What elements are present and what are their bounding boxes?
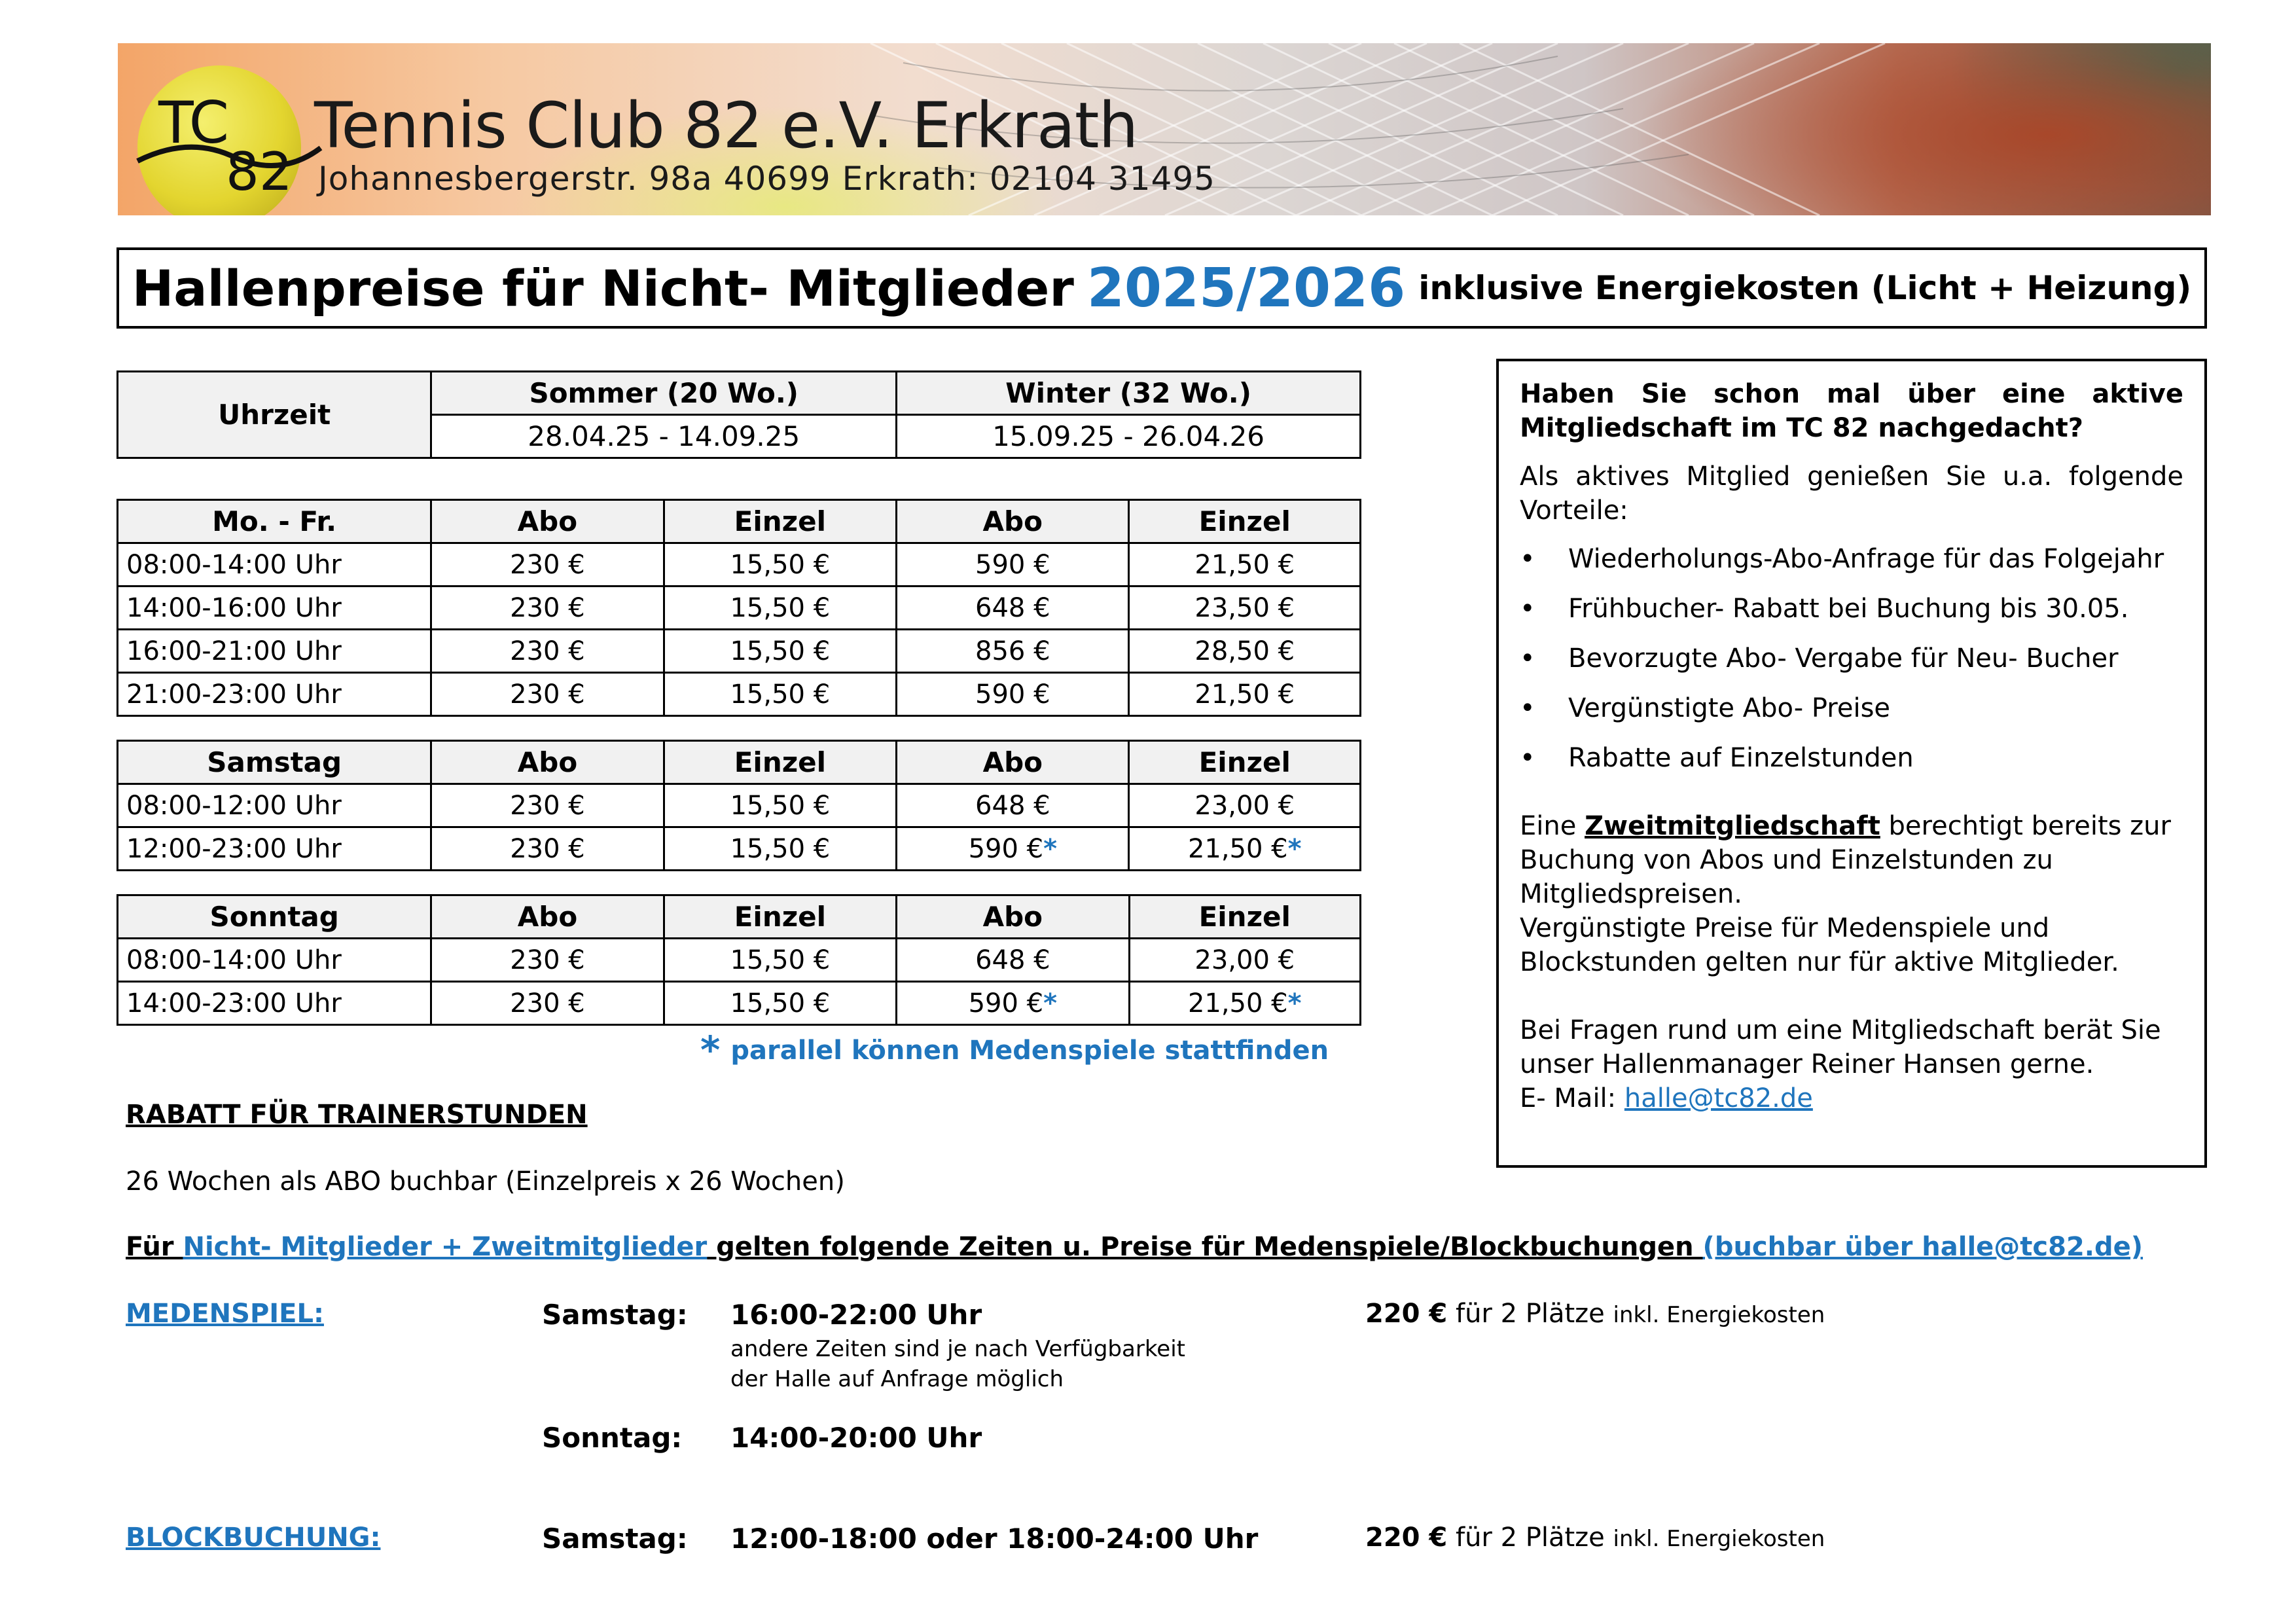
bullet-icon: • [1520,743,1535,773]
price-cell: 15,50 € [664,939,896,982]
price-cell: 21,50 € [1129,673,1361,716]
benefits-intro: Als aktives Mitglied genießen Sie u.a. folgende Vorteile: [1520,461,2183,526]
list-item [1520,641,2183,676]
price-cell: 230 € [431,982,664,1025]
col-header: Einzel [1129,500,1361,543]
price-cell: 230 € [431,630,664,673]
col-header: Einzel [664,500,897,543]
bullet-icon: • [1520,693,1535,723]
non-members-link[interactable]: Nicht- Mitglieder + Zweitmitglieder [183,1232,708,1262]
bullet-icon: • [1520,643,1535,674]
active-members-paragraph: Vergünstigte Preise für Medenspiele und Blockstunden gelten nur für aktive Mitglieder. [1520,913,2119,977]
second-membership-term: Zweitmitgliedschaft [1585,811,1880,841]
trainer-text: 26 Wochen als ABO buchbar (Einzelpreis x 26 Wochen) [126,1166,845,1197]
star-footnote [700,1028,1329,1072]
benefit-text: Frühbucher- Rabatt bei Buchung bis 30.05. [1568,594,2129,624]
day-label: Sonntag [118,895,431,939]
medenspiel-saturday-label: Samstag: [542,1299,688,1331]
page-title-box [117,247,2207,329]
benefit-text: Rabatte auf Einzelstunden [1568,743,1914,773]
table-row [118,827,1361,871]
col-header: Einzel [664,895,896,939]
winter-label: Winter (32 Wo.) [897,372,1361,415]
uhrzeit-label: Uhrzeit [118,372,431,458]
blockbuchung-label[interactable]: BLOCKBUCHUNG: [126,1523,381,1553]
star-marker: * [1043,988,1058,1019]
price-cell: 648 € [897,586,1129,630]
col-header: Abo [897,895,1129,939]
time-cell: 21:00-23:00 Uhr [118,673,431,716]
price-table-weekdays [117,499,1361,717]
header-banner [118,43,2211,215]
time-cell: 12:00-23:00 Uhr [118,827,431,871]
season-header-table [117,370,1361,459]
membership-question: Haben Sie schon mal über eine aktive Mitgliedschaft im TC 82 nachgedacht? [1520,379,2183,443]
summer-dates: 28.04.25 - 14.09.25 [431,415,897,458]
price-amount: 220 € [1365,1523,1448,1553]
time-cell: 08:00-14:00 Uhr [118,939,431,982]
price-cell: 856 € [897,630,1129,673]
star-marker: * [700,1028,721,1072]
price-note: inkl. Energiekosten [1613,1302,1825,1328]
price-cell: 230 € [431,784,664,827]
price-value: 21,50 € [1187,833,1288,864]
price-cell: 648 € [897,939,1129,982]
price-cell: 230 € [431,586,664,630]
trainer-heading: RABATT FÜR TRAINERSTUNDEN [126,1100,588,1130]
medenspiele-intro [126,1232,2143,1262]
winter-dates: 15.09.25 - 26.04.26 [897,415,1361,458]
time-cell: 14:00-16:00 Uhr [118,586,431,630]
medenspiel-saturday-time: 16:00-22:00 Uhr [730,1299,982,1331]
star-marker: * [1287,833,1302,864]
price-cell: 23,00 € [1129,784,1361,827]
price-amount: 220 € [1365,1299,1448,1329]
time-cell: 08:00-14:00 Uhr [118,543,431,586]
medenspiel-note-2: der Halle auf Anfrage möglich [730,1366,1064,1392]
table-row [118,784,1361,827]
price-cell: 15,50 € [664,982,896,1025]
price-cell-starred [1129,982,1361,1025]
price-text: für 2 Plätze [1447,1299,1613,1329]
blockbuchung-price [1365,1523,1825,1553]
price-value: 21,50 € [1187,988,1288,1019]
price-value: 590 € [968,988,1044,1019]
price-cell: 230 € [431,827,664,871]
price-cell: 230 € [431,673,664,716]
season-year: 2025/2026 [1086,257,1406,319]
col-header: Abo [897,500,1129,543]
star-note-text: parallel können Medenspiele stattfinden [730,1036,1329,1066]
bullet-icon: • [1520,544,1535,574]
time-cell: 16:00-21:00 Uhr [118,630,431,673]
contact-paragraph: Bei Fragen rund um eine Mitgliedschaft berät Sie unser Hallenmanager Reiner Hansen gerne. [1520,1015,2161,1079]
price-cell: 21,50 € [1129,543,1361,586]
price-cell: 15,50 € [664,630,897,673]
price-text: für 2 Plätze [1447,1523,1613,1553]
medenspiel-label[interactable]: MEDENSPIEL: [126,1299,324,1329]
price-cell: 23,00 € [1129,939,1361,982]
col-header: Abo [431,895,664,939]
logo-text-82: 82 [226,141,293,202]
blockbuchung-time: 12:00-18:00 oder 18:00-24:00 Uhr [730,1523,1259,1555]
day-label: Mo. - Fr. [118,500,431,543]
price-cell-starred [897,982,1129,1025]
price-cell-starred [897,827,1129,871]
blockbuchung-saturday-label: Samstag: [542,1523,688,1555]
text-segment: gelten folgende Zeiten u. Preise für Medenspiele/Blockbuchungen [707,1232,1703,1262]
price-value: 590 € [968,833,1044,864]
price-cell: 15,50 € [664,784,896,827]
club-address: Johannesbergerstr. 98a 40699 Erkrath: 02104 31495 [318,160,1215,198]
text-segment: Für [126,1232,183,1262]
price-cell: 230 € [431,939,664,982]
list-item [1520,542,2183,576]
text-segment: Eine [1520,811,1585,841]
email-link[interactable]: halle@tc82.de [1624,1083,1813,1113]
logo-text-tc: TC [158,89,228,156]
price-cell: 15,50 € [664,543,897,586]
medenspiel-note-1: andere Zeiten sind je nach Verfügbarkeit [730,1336,1185,1362]
medenspiel-sunday-label: Sonntag: [542,1422,683,1454]
email-label: E- Mail: [1520,1083,1624,1113]
price-cell: 15,50 € [664,586,897,630]
benefit-text: Vergünstigte Abo- Preise [1568,693,1891,723]
price-cell: 23,50 € [1129,586,1361,630]
booking-email-link[interactable]: (buchbar über halle@tc82.de) [1702,1232,2144,1262]
medenspiel-price [1365,1299,1825,1329]
col-header: Abo [431,741,664,784]
club-name: Tennis Club 82 e.V. Erkrath [314,89,1138,162]
price-note: inkl. Energiekosten [1613,1526,1825,1552]
title-subtitle: inklusive Energiekosten (Licht + Heizung) [1418,269,2192,307]
second-membership-paragraph [1520,809,2183,911]
table-row [118,630,1361,673]
table-row [118,586,1361,630]
price-cell: 648 € [897,784,1129,827]
price-cell: 28,50 € [1129,630,1361,673]
col-header: Einzel [1129,895,1361,939]
day-label: Samstag [118,741,431,784]
text-segment: berechtigt bereits zur Buchung von Abos und Einzelstunden zu Mitgliedspreisen. [1520,811,2171,909]
col-header: Abo [897,741,1129,784]
time-cell: 08:00-12:00 Uhr [118,784,431,827]
price-cell: 590 € [897,673,1129,716]
col-header: Einzel [1129,741,1361,784]
price-cell: 15,50 € [664,827,896,871]
price-table-saturday [117,740,1361,871]
page-title: Hallenpreise für Nicht- Mitglieder [132,259,1074,317]
star-marker: * [1043,833,1058,864]
benefits-list [1520,542,2183,775]
benefit-text: Wiederholungs-Abo-Anfrage für das Folgejahr [1568,544,2164,574]
table-row [118,673,1361,716]
summer-label: Sommer (20 Wo.) [431,372,897,415]
price-cell: 15,50 € [664,673,897,716]
membership-info-box [1496,359,2207,1168]
time-cell: 14:00-23:00 Uhr [118,982,431,1025]
list-item [1520,592,2183,626]
col-header: Abo [431,500,664,543]
bullet-icon: • [1520,594,1535,624]
price-cell-starred [1129,827,1361,871]
col-header: Einzel [664,741,896,784]
price-table-sunday [117,894,1361,1026]
price-cell: 230 € [431,543,664,586]
table-row [118,543,1361,586]
email-line [1520,1081,2183,1115]
list-item [1520,691,2183,725]
table-row [118,982,1361,1025]
benefit-text: Bevorzugte Abo- Vergabe für Neu- Bucher [1568,643,2119,674]
star-marker: * [1287,988,1302,1019]
list-item [1520,741,2183,775]
table-row [118,939,1361,982]
price-cell: 590 € [897,543,1129,586]
medenspiel-sunday-time: 14:00-20:00 Uhr [730,1422,982,1454]
